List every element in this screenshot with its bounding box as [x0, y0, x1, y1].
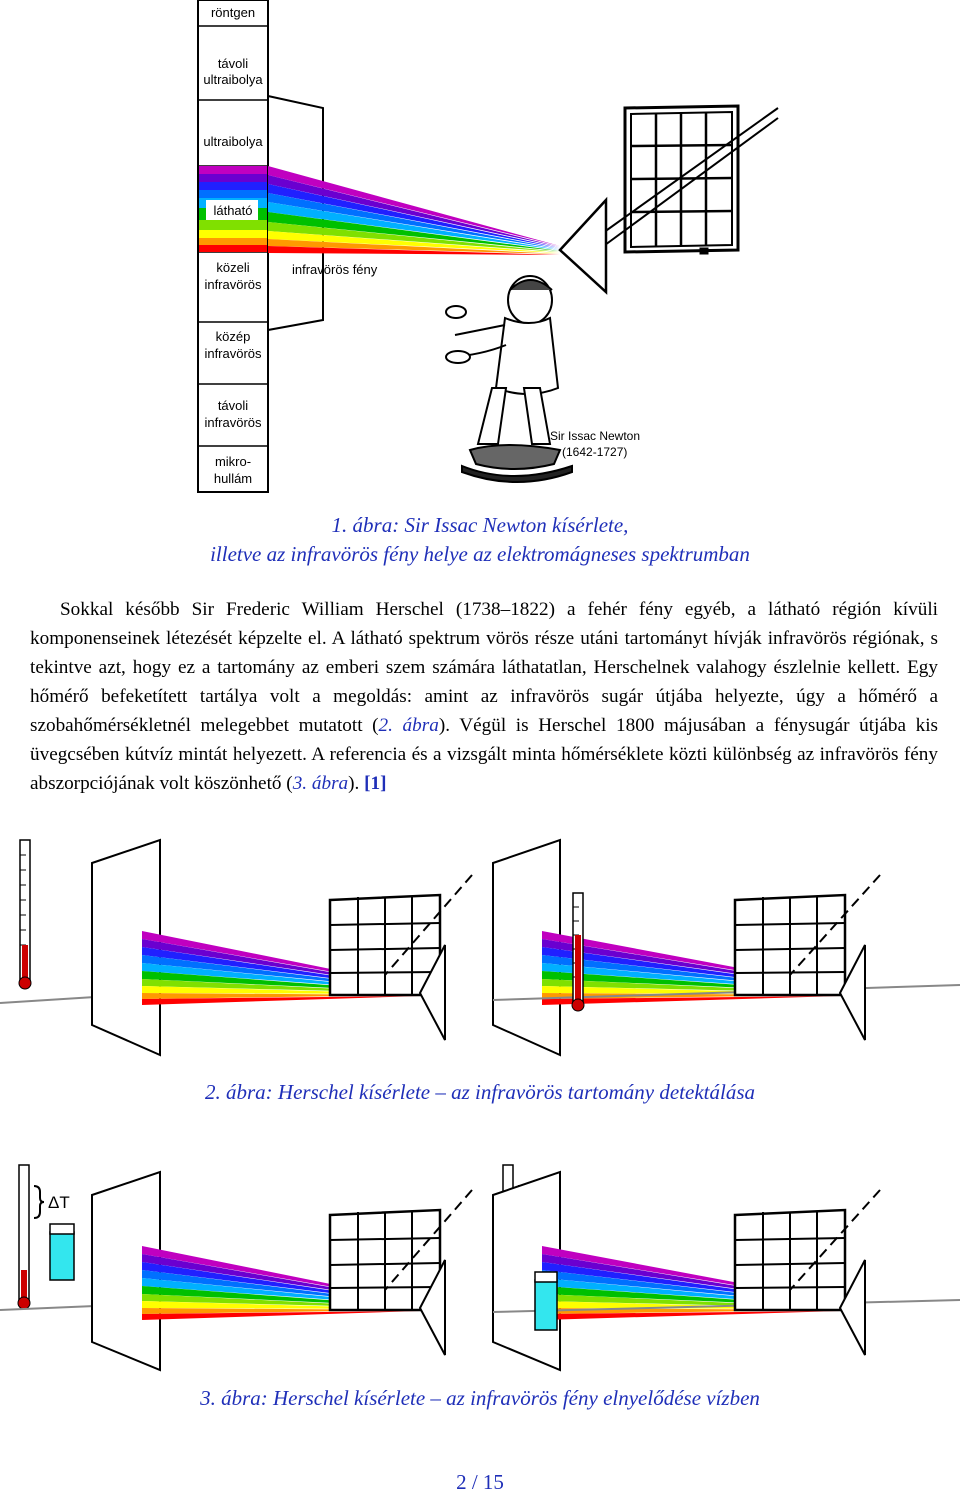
water-vial-left [50, 1232, 74, 1280]
rainbow-beam [268, 166, 560, 255]
window [625, 106, 738, 254]
body-paragraph [30, 595, 938, 798]
label-near-ir-2: infravörös [204, 277, 262, 292]
delta-t-left: ΔT [48, 1193, 70, 1212]
label-near-ir-1: közeli [216, 260, 250, 275]
prism [560, 200, 606, 292]
scene3-left [0, 1165, 472, 1370]
label-micro-2: hullám [213, 471, 253, 486]
label-far-ir-1: távoli [217, 398, 249, 413]
paragraph-text-3: ). [348, 773, 365, 794]
paragraph-text-2: ). Végül is Herschel 1800 májusában a fénysugár útjába kis üvegcsében kútvíz mintát helyezett. A referencia és a vizsgált minta hőmérséklete közti különbség az infravörös fény abszorpciójának volt köszönhető ( [30, 715, 938, 794]
newton-name: Sir Issac Newton [550, 429, 641, 443]
figure-1-caption-line-1: 1. ábra: Sir Issac Newton kísérlete, [331, 513, 629, 537]
label-far-uv-1: távoli [217, 56, 249, 71]
label-micro-1: mikro- [214, 454, 252, 469]
figure-3-reference[interactable]: 3. ábra [292, 773, 349, 794]
page-number: 2 / 15 [456, 1470, 504, 1494]
label-far-ir-2: infravörös [204, 415, 262, 430]
figure-1-newton-spectrum [0, 0, 960, 500]
figure-2-herschel-thermometers [0, 835, 960, 1060]
figure-1-caption-line-2: illetve az infravörös fény helye az elektromágneses spektrumban [210, 542, 750, 566]
water-vial-right [535, 1280, 557, 1330]
newton-years: (1642-1727) [562, 445, 628, 459]
label-visible: látható [213, 203, 253, 218]
figure-3-caption: 3. ábra: Herschel kísérlete – az infravörös fény elnyelődése vízben [200, 1386, 760, 1410]
scene3-right [493, 1165, 960, 1370]
label-mid-ir-2: infravörös [204, 346, 262, 361]
figure-2-reference[interactable]: 2. ábra [378, 715, 439, 736]
figure-3-herschel-water [0, 1160, 960, 1375]
label-ir-light: infravörös fény [292, 262, 378, 277]
newton-figure [446, 276, 572, 482]
paragraph-text-1: Sokkal később Sir Frederic William Herschel (1738–1822) a fehér fény egyéb, a látható régión kívüli komponenseinek létezését képzelte el. A látható spektrum vörös része utáni tartományt hívják infravörös régiónak, s tekintve azt, hogy ez a tartomány az emberi szem számára láthatatlan, Herschelnek valahogy észlelnie kellett. Egy hőmérő befeketített tartálya volt a megoldás: amint az infravörös sugár útjába helyezte, úgy a hőmérő a szobahőmérsékletnél melegebbet mutatott ( [30, 599, 938, 736]
label-rontgen: röntgen [210, 5, 256, 20]
figure-2-caption: 2. ábra: Herschel kísérlete – az infravörös tartomány detektálása [205, 1080, 755, 1104]
scene-right [493, 840, 960, 1055]
citation-1[interactable]: [1] [364, 773, 387, 794]
label-uv: ultraibolya [203, 134, 263, 149]
scene-left [0, 840, 472, 1055]
label-far-uv-2: ultraibolya [203, 72, 263, 87]
label-mid-ir-1: közép [215, 329, 251, 344]
